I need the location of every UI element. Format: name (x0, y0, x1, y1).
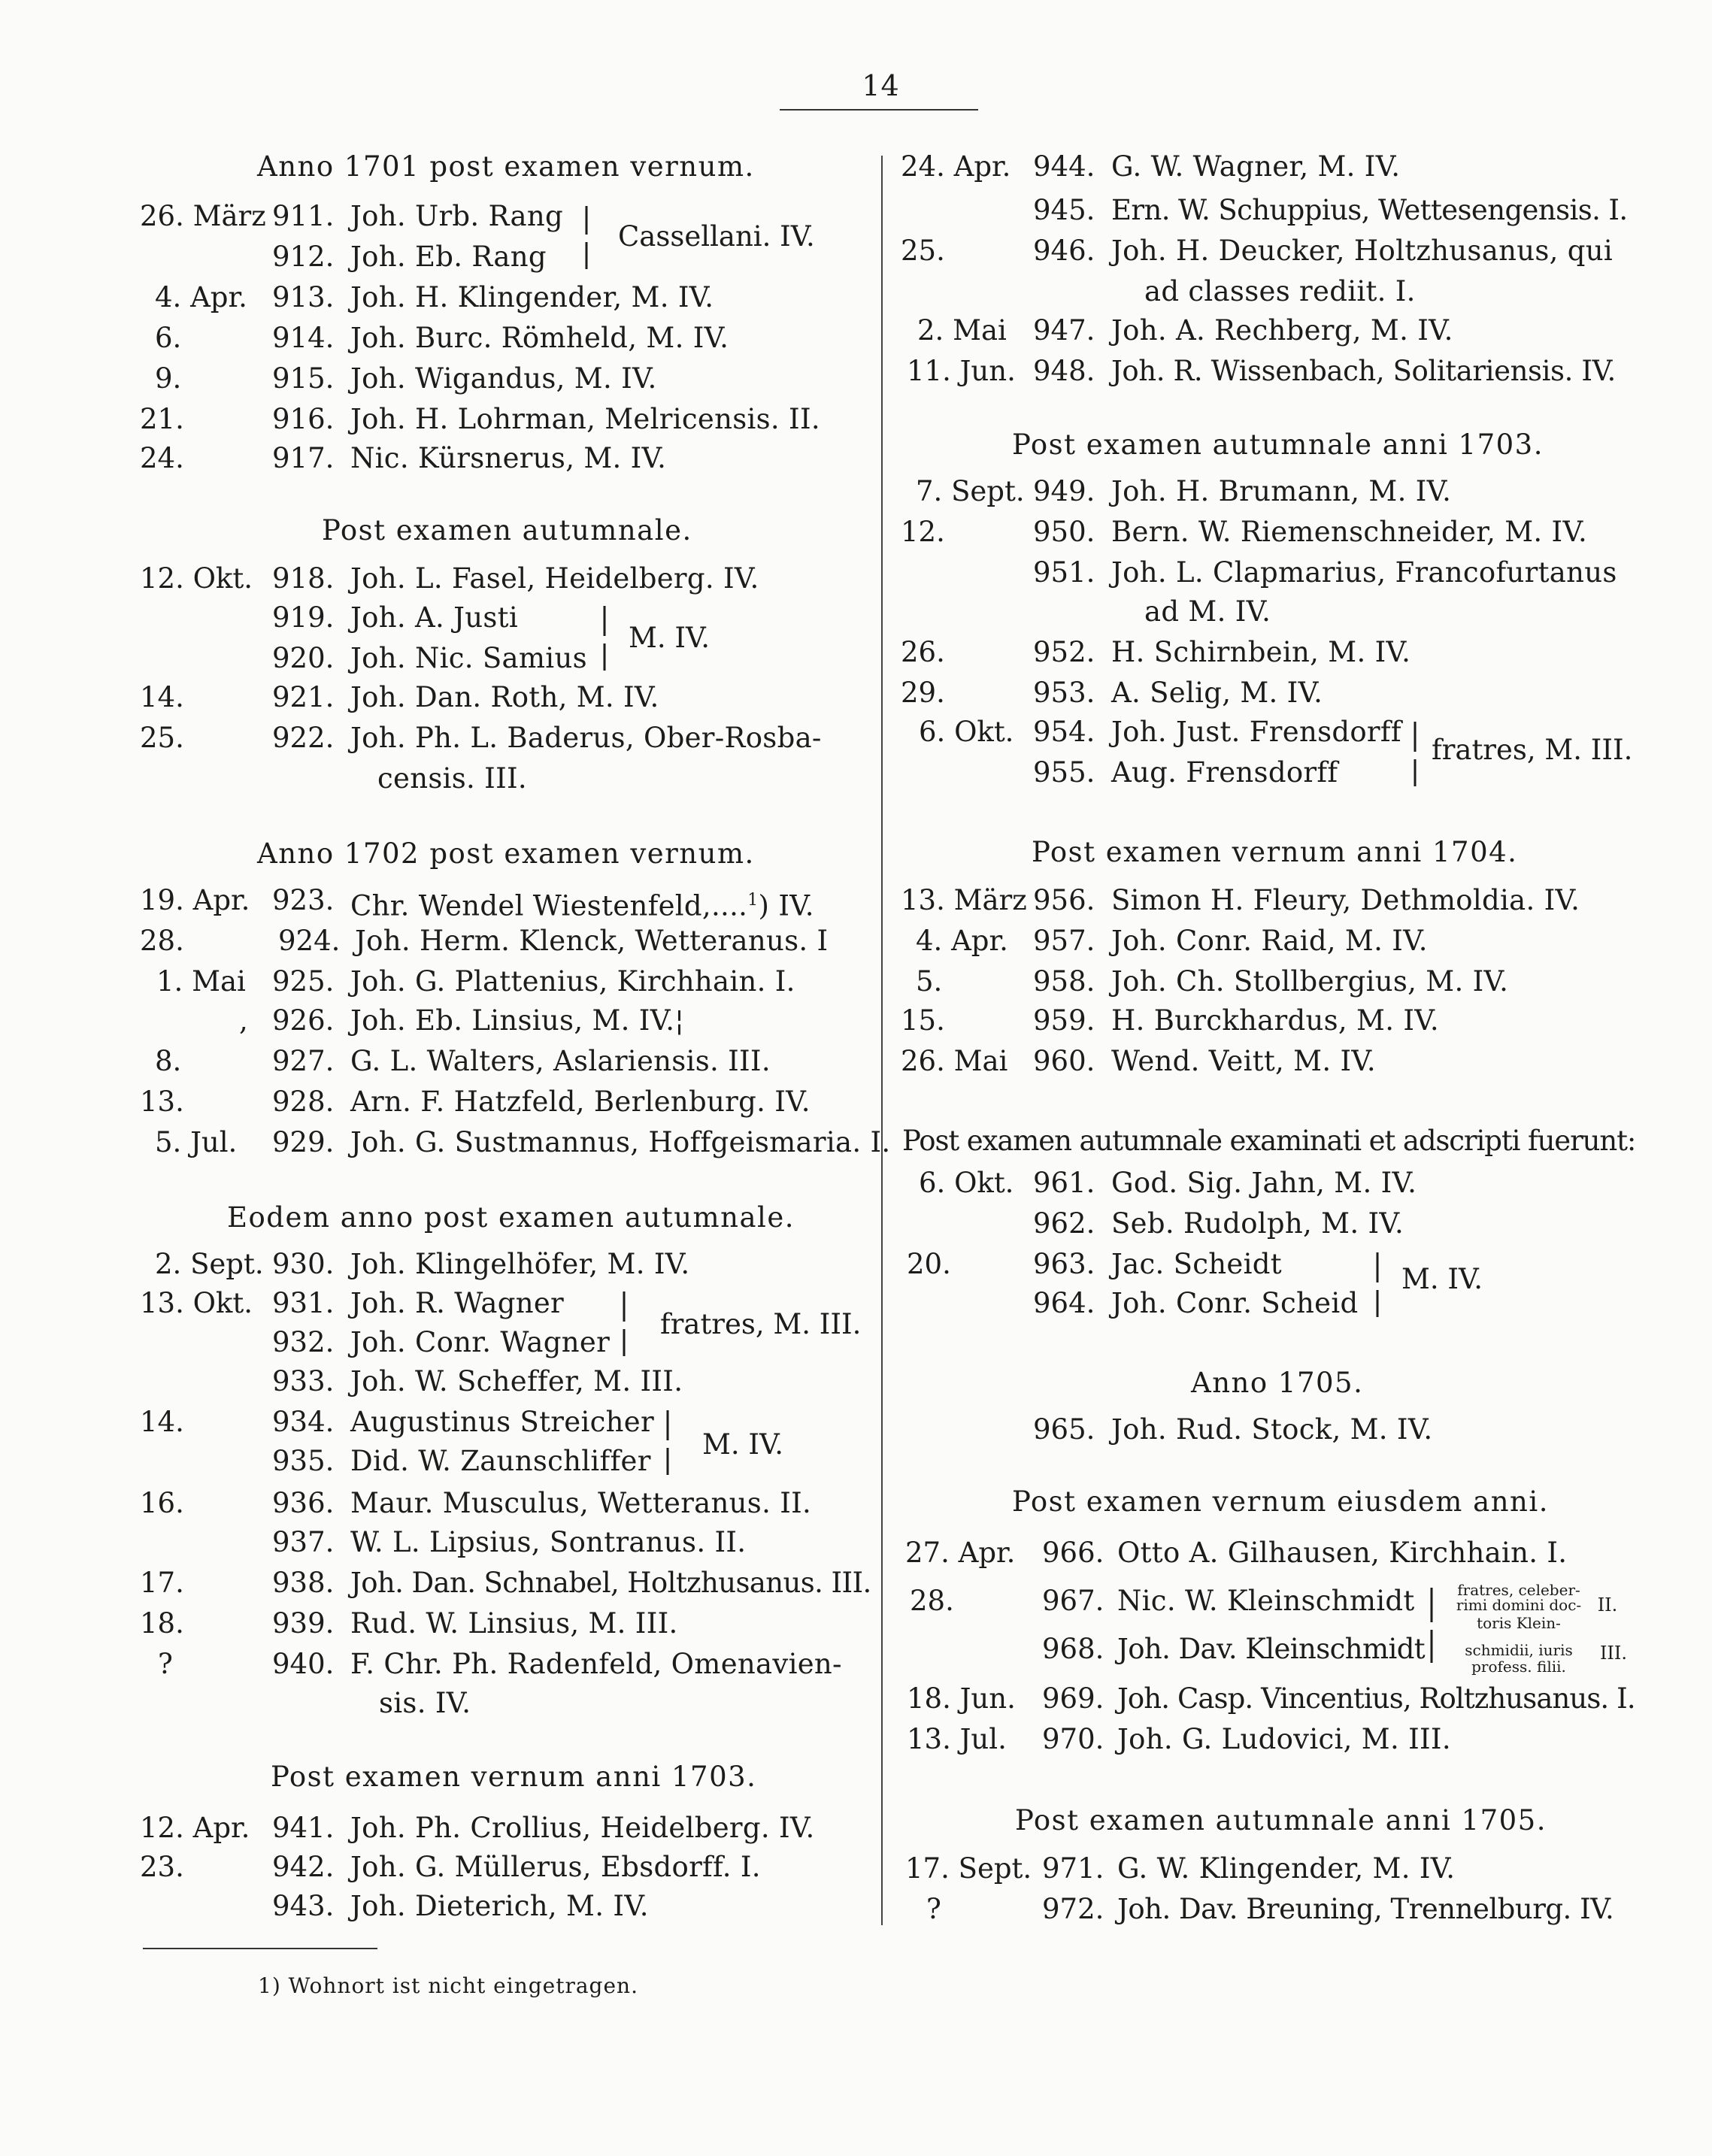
entry-number: 972. (1042, 1893, 1104, 1925)
page-number: 14 (862, 69, 900, 102)
entry-date: 9. (155, 362, 182, 395)
entry-date: 18. Jun. (907, 1682, 1016, 1715)
entry-date: 24. (140, 442, 184, 474)
entry-text: Joh. L. Fasel, Heidelberg. IV. (350, 562, 759, 595)
entry-text: G. W. Wagner, M. IV. (1111, 150, 1401, 183)
entry-text: Joh. Dan. Schnabel, Holtzhusanus. III. (350, 1567, 871, 1599)
entry-text-main: Chr. Wendel Wiestenfeld,.... (350, 889, 748, 922)
entry-number: 965. (1033, 1413, 1095, 1446)
entry-text: Joh. Herm. Klenck, Wetteranus. I (355, 925, 829, 957)
entry-number: 930. (272, 1248, 335, 1280)
entry-number: 912. (272, 241, 335, 273)
entry-text: Joh. G. Müllerus, Ebsdorff. I. (350, 1851, 761, 1883)
entry-date: 29. (901, 677, 945, 709)
entry-number: 923. (272, 884, 335, 916)
entry-date: 2. Mai (917, 314, 1007, 347)
entry-number: 921. (272, 681, 335, 713)
entry-number: 918. (272, 562, 335, 595)
section-heading: Post examen vernum anni 1704. (1032, 836, 1518, 868)
entry-number: 911. (272, 200, 335, 232)
entry-text: Joh. L. Clapmarius, Francofurtanus (1111, 556, 1617, 589)
entry-text: H. Burckhardus, M. IV. (1111, 1004, 1439, 1037)
entry-text: Joh. Nic. Samius (350, 642, 587, 674)
entry-number: 956. (1033, 884, 1095, 916)
brace-note: fratres, M. III. (1432, 734, 1633, 766)
entry-text: Joh. H. Brumann, M. IV. (1111, 475, 1452, 507)
entry-date: 19. Apr. (140, 884, 250, 916)
entry-number: 951. (1033, 556, 1095, 589)
entry-text: Joh. Ph. L. Baderus, Ober-Rosba- (350, 722, 822, 754)
entry-text: Did. W. Zaunschliffer (350, 1445, 651, 1477)
entry-number: 937. (272, 1526, 335, 1558)
entry-number: 946. (1033, 235, 1095, 267)
entry-date: 13. März (901, 884, 1027, 916)
entry-number: 928. (272, 1086, 335, 1118)
entry-date: 5. Jul. (155, 1126, 238, 1158)
entry-text: Joh. H. Deucker, Holtzhusanus, qui (1111, 235, 1613, 267)
entry-text: Joh. Ch. Stollbergius, M. IV. (1111, 965, 1509, 998)
entry-date: 12. (901, 516, 945, 548)
entry-date: 25. (901, 235, 945, 267)
entry-text: censis. III. (377, 762, 527, 795)
entry-date: 6. Okt. (919, 1167, 1014, 1199)
section-heading: Post examen vernum eiusdem anni. (1012, 1485, 1549, 1518)
brace-note: M. IV. (629, 622, 711, 654)
entry-text: Joh. A. Justi (350, 601, 518, 634)
entry-number: 920. (272, 642, 335, 674)
entry-date: 28. (910, 1585, 954, 1617)
brace-note-line: rimi domini doc- (1456, 1596, 1582, 1614)
entry-number: 961. (1033, 1167, 1095, 1199)
footnote: 1) Wohnort ist nicht eingetragen. (258, 1973, 638, 1998)
entry-text: Joh. G. Sustmannus, Hoffgeismaria. I. (350, 1126, 891, 1158)
entry-number: 917. (272, 442, 335, 474)
entry-number: 948. (1033, 355, 1095, 387)
entry-text: Joh. Eb. Rang (350, 241, 547, 273)
entry-text: Joh. Just. Frensdorff (1111, 716, 1401, 748)
entry-number: 954. (1033, 716, 1095, 748)
entry-number: 916. (272, 403, 335, 435)
entry-date: 8. (155, 1045, 182, 1077)
entry-date: 4. Apr. (916, 925, 1008, 957)
entry-date: 18. (140, 1607, 184, 1640)
entry-text: Joh. Conr. Scheid (1111, 1287, 1359, 1319)
class-mark: III. (1599, 1643, 1628, 1664)
entry-number: 964. (1033, 1287, 1095, 1319)
entry-number: 955. (1033, 756, 1095, 789)
entry-text: Ern. W. Schuppius, Wettesengensis. I. (1111, 194, 1628, 226)
entry-text: Nic. W. Kleinschmidt (1117, 1585, 1415, 1617)
entry-text: Joh. Conr. Wagner (350, 1326, 611, 1358)
entry-text: Joh. Dieterich, M. IV. (350, 1890, 649, 1922)
entry-date: 23. (140, 1851, 184, 1883)
section-heading: Post examen vernum anni 1703. (271, 1761, 757, 1793)
entry-text: Joh. Klingelhöfer, M. IV. (350, 1248, 690, 1280)
entry-date: 12. Okt. (140, 562, 253, 595)
brace-note-line: profess. filii. (1471, 1658, 1566, 1676)
entry-text: G. W. Klingender, M. IV. (1117, 1852, 1456, 1885)
entry-text: Joh. G. Ludovici, M. III. (1117, 1723, 1451, 1755)
entry-number: 933. (272, 1365, 335, 1397)
entry-date: 6. Okt. (919, 716, 1014, 748)
entry-date: , (239, 1004, 248, 1037)
entry-number: 969. (1042, 1682, 1104, 1715)
footnote-rule (143, 1948, 377, 1949)
entry-number: 959. (1033, 1004, 1095, 1037)
entry-text: ad M. IV. (1144, 595, 1271, 628)
entry-date: 4. Apr. (155, 281, 247, 313)
footnote-marker: 1 (747, 891, 759, 910)
section-heading: Post examen autumnale anni 1705. (1015, 1804, 1547, 1837)
entry-text: Jac. Scheidt (1111, 1248, 1282, 1280)
entry-text: God. Sig. Jahn, M. IV. (1111, 1167, 1417, 1199)
entry-text: Otto A. Gilhausen, Kirchhain. I. (1117, 1537, 1568, 1569)
entry-number: 942. (272, 1851, 335, 1883)
entry-date: 13. Jul. (907, 1723, 1007, 1755)
entry-number: 934. (272, 1406, 335, 1438)
entry-date: 14. (140, 1406, 184, 1438)
entry-date: 16. (140, 1487, 184, 1519)
entry-date: 26. (901, 636, 945, 668)
brace-note: fratres, M. III. (660, 1308, 862, 1340)
entry-number: 960. (1033, 1045, 1095, 1077)
entry-date: 1. Mai (156, 965, 246, 998)
entry-date: 25. (140, 722, 184, 754)
entry-date: ? (926, 1893, 941, 1925)
entry-date: 2. Sept. (155, 1248, 264, 1280)
entry-number: 962. (1033, 1207, 1095, 1240)
entry-number: 957. (1033, 925, 1095, 957)
entry-text: Seb. Rudolph, M. IV. (1111, 1207, 1404, 1240)
entry-text: Joh. Eb. Linsius, M. IV.¦ (350, 1004, 685, 1037)
entry-text: Aug. Frensdorff (1111, 756, 1338, 789)
entry-number: 938. (272, 1567, 335, 1599)
entry-number: 929. (272, 1126, 335, 1158)
entry-text: Bern. W. Riemenschneider, M. IV. (1111, 516, 1588, 548)
entry-text: Rud. W. Linsius, M. III. (350, 1607, 678, 1640)
brace (1374, 1251, 1391, 1320)
section-heading: Post examen autumnale examinati et adscripti fuerunt: (902, 1125, 1636, 1157)
entry-date: 13. Okt. (140, 1287, 253, 1319)
entry-text: sis. IV. (379, 1687, 471, 1719)
entry-number: 945. (1033, 194, 1095, 226)
entry-text: Joh. H. Klingender, M. IV. (350, 281, 714, 313)
entry-text: Joh. Dav. Kleinschmidt (1117, 1633, 1426, 1665)
entry-number: 970. (1042, 1723, 1104, 1755)
entry-text: G. L. Walters, Aslariensis. III. (350, 1045, 771, 1077)
brace-note: M. IV. (702, 1428, 784, 1461)
entry-number: 939. (272, 1607, 335, 1640)
entry-number: 949. (1033, 475, 1095, 507)
entry-text: F. Chr. Ph. Radenfeld, Omenavien- (350, 1648, 842, 1680)
entry-text: Simon H. Fleury, Dethmoldia. IV. (1111, 884, 1580, 916)
entry-number: 944. (1033, 150, 1095, 183)
brace-note: Cassellani. IV. (618, 220, 815, 253)
class-mark: II. (1597, 1594, 1618, 1615)
entry-number: 919. (272, 601, 335, 634)
entry-date: 17. Sept. (905, 1852, 1032, 1885)
entry-date: 6. (155, 322, 182, 354)
entry-number: 947. (1033, 314, 1095, 347)
entry-number: 924. (278, 925, 341, 957)
section-heading: Eodem anno post examen autumnale. (227, 1201, 795, 1234)
section-heading: Post examen autumnale. (322, 514, 692, 547)
entry-text: Nic. Kürsnerus, M. IV. (350, 442, 667, 474)
entry-text: Joh. A. Rechberg, M. IV. (1111, 314, 1453, 347)
entry-number: 943. (272, 1890, 335, 1922)
brace-note-line: schmidii, iuris (1465, 1641, 1573, 1659)
section-heading: Anno 1702 post examen vernum. (257, 837, 755, 870)
entry-text-tail: ) IV. (758, 889, 814, 922)
entry-text: Wend. Veitt, M. IV. (1111, 1045, 1376, 1077)
brace-note: M. IV. (1401, 1263, 1483, 1295)
entry-number: 931. (272, 1287, 335, 1319)
entry-text: A. Selig, M. IV. (1111, 677, 1323, 709)
entry-number: 922. (272, 722, 335, 754)
entry-text: W. L. Lipsius, Sontranus. II. (350, 1526, 747, 1558)
entry-number: 932. (272, 1326, 335, 1358)
entry-text: Joh. Wigandus, M. IV. (350, 362, 657, 395)
entry-date: 20. (907, 1248, 951, 1280)
entry-text: Joh. Dan. Roth, M. IV. (350, 681, 659, 713)
entry-number: 940. (272, 1648, 335, 1680)
entry-text: Joh. Casp. Vincentius, Roltzhusanus. I. (1117, 1682, 1635, 1715)
entry-number: 952. (1033, 636, 1095, 668)
entry-number: 966. (1042, 1537, 1104, 1569)
entry-date: 14. (140, 681, 184, 713)
entry-number: 925. (272, 965, 335, 998)
entry-text: Maur. Musculus, Wetteranus. II. (350, 1487, 812, 1519)
entry-text: Joh. Burc. Römheld, M. IV. (350, 322, 729, 354)
entry-date: 21. (140, 403, 184, 435)
entry-text: Arn. F. Hatzfeld, Berlenburg. IV. (350, 1086, 811, 1118)
entry-date: 5. (916, 965, 943, 998)
entry-text: Joh. Dav. Breuning, Trennelburg. IV. (1117, 1893, 1614, 1925)
section-heading: Post examen autumnale anni 1703. (1012, 428, 1544, 461)
entry-text: Joh. Urb. Rang (350, 200, 564, 232)
entry-number: 913. (272, 281, 335, 313)
entry-date: 26. März (140, 200, 266, 232)
entry-date: 12. Apr. (140, 1812, 250, 1844)
entry-number: 950. (1033, 516, 1095, 548)
entry-number: 968. (1042, 1633, 1104, 1665)
section-heading: Anno 1701 post examen vernum. (257, 150, 755, 183)
entry-date: 7. Sept. (916, 475, 1025, 507)
entry-number: 967. (1042, 1585, 1104, 1617)
entry-text: Joh. G. Plattenius, Kirchhain. I. (350, 965, 795, 998)
entry-text: ad classes rediit. I. (1144, 275, 1416, 307)
entry-date: 28. (140, 925, 184, 957)
entry-date: 13. (140, 1086, 184, 1118)
entry-number: 963. (1033, 1248, 1095, 1280)
entry-text: H. Schirnbein, M. IV. (1111, 636, 1411, 668)
entry-text: Joh. H. Lohrman, Melricensis. II. (350, 403, 820, 435)
entry-number: 935. (272, 1445, 335, 1477)
entry-number: 915. (272, 362, 335, 395)
entry-text: Augustinus Streicher (350, 1406, 654, 1438)
entry-text: Joh. Ph. Crollius, Heidelberg. IV. (350, 1812, 815, 1844)
brace (1412, 720, 1429, 789)
entry-date: 24. Apr. (901, 150, 1011, 183)
entry-text: Joh. R. Wagner (350, 1287, 565, 1319)
brace-note-line: fratres, celeber- (1457, 1581, 1580, 1599)
entry-number: 936. (272, 1487, 335, 1519)
entry-number: 914. (272, 322, 335, 354)
entry-date: ? (158, 1648, 173, 1680)
entry-text: Joh. Conr. Raid, M. IV. (1111, 925, 1428, 957)
entry-date: 17. (140, 1567, 184, 1599)
entry-number: 926. (272, 1004, 335, 1037)
entry-date: 27. Apr. (905, 1537, 1016, 1569)
entry-number: 941. (272, 1812, 335, 1844)
entry-date: 26. Mai (901, 1045, 1008, 1077)
entry-number: 927. (272, 1045, 335, 1077)
entry-date: 15. (901, 1004, 945, 1037)
brace-note-line: toris Klein- (1477, 1614, 1561, 1632)
entry-text: Joh. W. Scheffer, M. III. (350, 1365, 683, 1397)
entry-text: Joh. R. Wissenbach, Solitariensis. IV. (1111, 355, 1616, 387)
entry-text: Joh. Rud. Stock, M. IV. (1111, 1413, 1433, 1446)
entry-number: 971. (1042, 1852, 1104, 1885)
entry-number: 958. (1033, 965, 1095, 998)
section-heading: Anno 1705. (1191, 1367, 1364, 1399)
entry-date: 11. Jun. (907, 355, 1016, 387)
entry-number: 953. (1033, 677, 1095, 709)
